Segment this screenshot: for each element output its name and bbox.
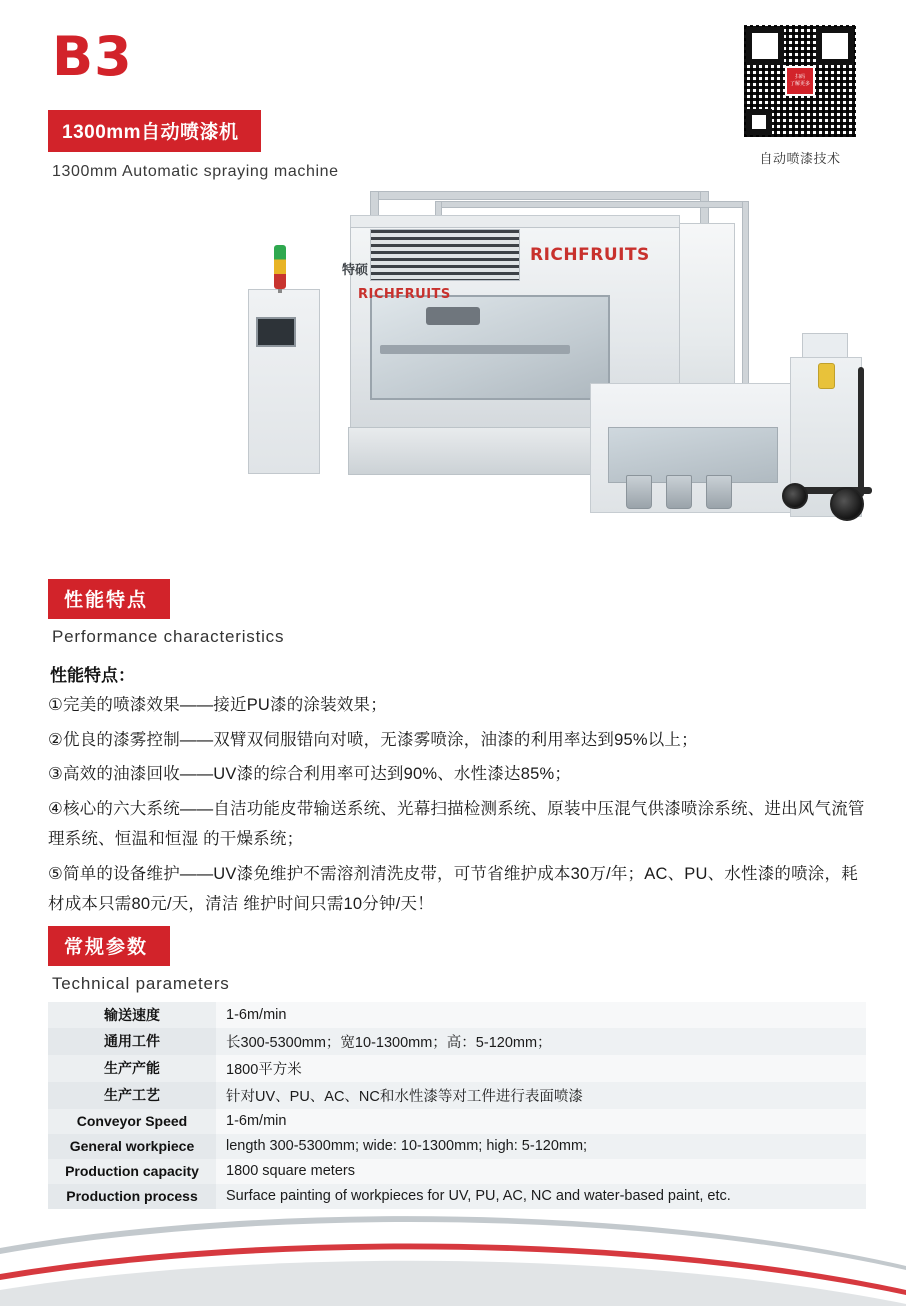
paint-bucket: [626, 475, 652, 509]
list-item: ④核心的六大系统——自洁功能皮带输送系统、光幕扫描检测系统、原装中压混气供漆喷涂系统、进出风气流管理系统、恒温和恒湿 的干燥系统；: [48, 799, 865, 849]
param-value: 长300-5300mm；宽10-1300mm；高：5-120mm；: [216, 1028, 866, 1055]
footer-decoration: [0, 1186, 906, 1306]
performance-tag-en: Performance characteristics: [52, 627, 285, 646]
qr-center-logo: 扫码 了解更多: [785, 66, 815, 96]
cart-wheel: [782, 483, 808, 509]
param-key: Conveyor Speed: [48, 1109, 216, 1134]
param-key: General workpiece: [48, 1134, 216, 1159]
table-row: [48, 1109, 866, 1134]
param-value: 1800 square meters: [216, 1159, 866, 1184]
table-row: [48, 1028, 866, 1055]
param-key: 生产工艺: [48, 1082, 216, 1109]
pump-yellow-valve: [818, 363, 835, 389]
brand-logo-right: RICHFRUITS: [530, 245, 650, 265]
page-header: [0, 0, 906, 185]
param-value: Surface painting of workpieces for UV, PU, AC, NC and water-based paint, etc.: [216, 1184, 866, 1209]
param-key: 输送速度: [48, 1002, 216, 1028]
list-item: ⑤简单的设备维护——UV漆免维护不需溶剂清洗皮带，可节省维护成本30万/年；AC、PU、水性漆的喷涂，耗材成本只需80元/天，清洁 维护时间只需10分钟/天！: [48, 864, 858, 914]
brand-logo-left: RICHFRUITS: [358, 287, 451, 302]
param-value: 针对UV、PU、AC、NC和水性漆等对工件进行表面喷漆: [216, 1082, 866, 1109]
performance-tag-cn: 性能特点: [48, 579, 170, 619]
spraying-machine-illustration: [230, 187, 870, 557]
performance-section: [0, 575, 906, 920]
conveyor-belt-line: [380, 345, 570, 354]
table-row: [48, 1055, 866, 1082]
paint-bucket: [666, 475, 692, 509]
table-row: [48, 1159, 866, 1184]
technical-section: [0, 924, 906, 1209]
param-value: 1-6m/min: [216, 1002, 866, 1028]
model-code: B3: [52, 25, 133, 88]
qr-block: [734, 22, 866, 167]
product-title-cn: 1300mm自动喷漆机: [48, 110, 261, 152]
table-row: [48, 1134, 866, 1159]
footer-swoosh-icon: [0, 1186, 906, 1306]
param-value: length 300-5300mm; wide: 10-1300mm; high: 5-120mm;: [216, 1134, 866, 1159]
brand-logo-cn: 特硕: [342, 262, 369, 277]
technical-tag-en: Technical parameters: [52, 973, 230, 993]
paint-bucket: [706, 475, 732, 509]
list-item: ①完美的喷漆效果——接近PU漆的涂装效果；: [48, 696, 387, 714]
param-value: 1800平方米: [216, 1055, 866, 1082]
qr-code-icon[interactable]: [741, 22, 859, 140]
qr-caption: 自动喷漆技术: [759, 151, 841, 166]
list-item: ③高效的油漆回收——UV漆的综合利用率可达到90%、水性漆达85%；: [48, 765, 572, 784]
gantry-frame-top: [370, 191, 709, 200]
param-key: 通用工件: [48, 1028, 216, 1055]
technical-parameters-table: [48, 1002, 866, 1209]
signal-tower-light: [274, 245, 286, 289]
table-row: [48, 1082, 866, 1109]
param-key: Production process: [48, 1184, 216, 1209]
param-value: 1-6m/min: [216, 1109, 866, 1134]
product-title-en: 1300mm Automatic spraying machine: [52, 163, 339, 180]
cart-wheel: [830, 487, 864, 521]
hmi-touch-screen: [256, 317, 296, 347]
product-photo: [30, 185, 876, 575]
performance-subtitle: 性能特点：: [50, 666, 135, 685]
list-item: ②优良的漆雾控制——双臂双伺服错向对喷，无漆雾喷涂，油漆的利用率达到95%以上；: [48, 730, 698, 749]
param-key: Production capacity: [48, 1159, 216, 1184]
cart-handle: [858, 367, 864, 497]
air-filter-grille: [370, 229, 520, 281]
gantry-frame-2-top: [435, 201, 749, 208]
technical-tag-cn: 常规参数: [48, 926, 170, 966]
table-row: [48, 1002, 866, 1028]
performance-list: [48, 690, 866, 920]
param-key: 生产产能: [48, 1055, 216, 1082]
spray-arm: [426, 307, 480, 325]
